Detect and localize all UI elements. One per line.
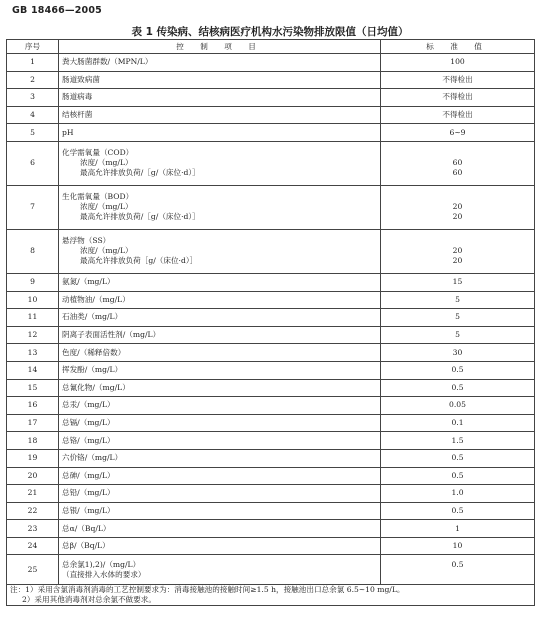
standard-value-text: 5 [455, 312, 460, 322]
row-number: 23 [7, 520, 59, 538]
control-item [59, 397, 381, 415]
row-number: 8 [7, 229, 59, 273]
standard-value-text [384, 192, 531, 202]
standard-value-text [384, 148, 531, 158]
control-item-text: 石油类/（mg/L） [62, 312, 123, 322]
table-row [7, 520, 535, 538]
note-text: 2）采用其他消毒剂对总余氯不做要求。 [22, 595, 156, 605]
standard-value-text: 0.05 [449, 400, 466, 410]
row-number: 24 [7, 537, 59, 555]
table-row [7, 537, 535, 555]
table-row [7, 344, 535, 362]
table-row [7, 502, 535, 520]
control-item-text: 总铅/（mg/L） [62, 488, 115, 498]
standard-value [381, 537, 535, 555]
standard-value [381, 54, 535, 72]
control-item-text: 最高允许排放负荷/［g/（床位·d）］ [80, 212, 200, 222]
table-row [7, 71, 535, 89]
control-item-text: 阴离子表面活性剂/（mg/L） [62, 330, 161, 340]
control-item-text: 化学需氧量（COD） [62, 148, 134, 158]
table-row [7, 361, 535, 379]
standard-value-text: 15 [452, 277, 463, 287]
table-row [7, 397, 535, 415]
table-row [7, 273, 535, 291]
control-item-text: 总砷/（mg/L） [62, 470, 115, 480]
standard-value [381, 229, 535, 273]
row-number: 13 [7, 344, 59, 362]
standard-number: GB 18466—2005 [12, 5, 102, 16]
standard-value-text: 0.5 [451, 382, 464, 392]
standard-value [381, 485, 535, 503]
standard-value [381, 309, 535, 327]
table-row [7, 229, 535, 273]
standard-value [381, 71, 535, 89]
table-header-row [7, 40, 535, 54]
table-row [7, 467, 535, 485]
column-header-no: 序号 [7, 40, 59, 54]
standard-value [381, 291, 535, 309]
control-item-text: 氨氮/（mg/L） [62, 277, 115, 287]
standard-value-text: 20 [452, 246, 463, 256]
control-item [59, 326, 381, 344]
row-number: 15 [7, 379, 59, 397]
standard-value [381, 502, 535, 520]
table-row [7, 309, 535, 327]
control-item-text: 六价铬/（mg/L） [62, 453, 123, 463]
standard-value-text: 60 [452, 168, 463, 178]
standard-value [381, 397, 535, 415]
row-number: 10 [7, 291, 59, 309]
control-item-text: 总汞/（mg/L） [62, 400, 115, 410]
control-item [59, 537, 381, 555]
column-header-item: 控 制 项 目 [59, 40, 381, 54]
standard-value [381, 361, 535, 379]
control-item-text: 总氰化物/（mg/L） [62, 382, 130, 392]
row-number: 20 [7, 467, 59, 485]
standard-value-text: 6~9 [449, 127, 466, 137]
standard-value [381, 467, 535, 485]
note-text: 注：1）采用含氯消毒剂消毒的工艺控制要求为：消毒接触池的接触时间≥1.5 h，接触池出口总余氯 6.5~10 mg/L。 [10, 585, 405, 595]
control-item [59, 414, 381, 432]
standard-value-text: 60 [452, 158, 463, 168]
row-number: 17 [7, 414, 59, 432]
standard-value-text: 不得检出 [442, 110, 473, 120]
table-row [7, 326, 535, 344]
row-number: 6 [7, 141, 59, 185]
control-item-text: 总铬/（mg/L） [62, 435, 115, 445]
table-row [7, 89, 535, 107]
standard-value-text: 不得检出 [442, 74, 473, 84]
table-title: 表 1 传染病、结核病医疗机构水污染物排放限值（日均值） [131, 26, 409, 38]
standard-value-text: 5 [455, 294, 460, 304]
control-item-text: 挥发酚/（mg/L） [62, 365, 123, 375]
control-item-text: pH [62, 127, 74, 137]
standard-value-text: 30 [452, 347, 463, 357]
control-item [59, 502, 381, 520]
standard-value [381, 379, 535, 397]
row-number: 1 [7, 54, 59, 72]
table-row [7, 185, 535, 229]
control-item-text: 生化需氧量（BOD） [62, 192, 134, 202]
standard-value [381, 185, 535, 229]
standard-value [381, 414, 535, 432]
standard-value [381, 273, 535, 291]
table-row [7, 555, 535, 585]
table-row [7, 485, 535, 503]
row-number: 5 [7, 124, 59, 142]
control-item [59, 449, 381, 467]
table-row [7, 291, 535, 309]
control-item [59, 361, 381, 379]
standard-value-text: 不得检出 [442, 92, 473, 102]
standard-value [381, 344, 535, 362]
standard-value [381, 89, 535, 107]
standard-value [381, 326, 535, 344]
control-item [59, 291, 381, 309]
standard-value-text: 0.5 [451, 505, 464, 515]
row-number: 14 [7, 361, 59, 379]
table-row [7, 106, 535, 124]
standard-value [381, 449, 535, 467]
row-number: 21 [7, 485, 59, 503]
control-item [59, 379, 381, 397]
control-item-text: 最高允许排放负荷［g/（床位·d）］ [80, 256, 198, 266]
control-item-text: 肠道病毒 [62, 92, 93, 102]
row-number: 12 [7, 326, 59, 344]
standard-value-text: 5 [455, 330, 460, 340]
control-item [59, 432, 381, 450]
control-item [59, 89, 381, 107]
control-item [59, 485, 381, 503]
control-item-text: 色度/（稀释倍数） [62, 347, 126, 357]
standard-value-text: 1.0 [451, 488, 464, 498]
control-item-text: 悬浮物（SS） [62, 236, 111, 246]
control-item [59, 71, 381, 89]
row-number: 16 [7, 397, 59, 415]
standard-value [381, 432, 535, 450]
control-item-text: 结核杆菌 [62, 110, 93, 120]
row-number: 4 [7, 106, 59, 124]
standard-value [381, 555, 535, 585]
standard-value-text [384, 570, 531, 580]
row-number: 22 [7, 502, 59, 520]
row-number: 25 [7, 555, 59, 585]
row-number: 11 [7, 309, 59, 327]
row-number: 7 [7, 185, 59, 229]
table-row [7, 141, 535, 185]
control-item [59, 106, 381, 124]
control-item-text: 总银/（mg/L） [62, 505, 115, 515]
table-row [7, 379, 535, 397]
table-notes [7, 585, 535, 606]
standard-value-text: 100 [450, 57, 465, 67]
standard-value-text: 20 [452, 212, 463, 222]
row-number: 2 [7, 71, 59, 89]
control-item [59, 229, 381, 273]
control-item [59, 141, 381, 185]
table-row [7, 124, 535, 142]
control-item [59, 185, 381, 229]
control-item-text: 粪大肠菌群数/（MPN/L） [62, 57, 153, 67]
standard-value [381, 106, 535, 124]
control-item [59, 309, 381, 327]
control-item-text: 浓度/（mg/L） [80, 202, 133, 212]
row-number: 9 [7, 273, 59, 291]
standard-value-text [384, 236, 531, 246]
standard-value-text: 20 [452, 202, 463, 212]
control-item [59, 467, 381, 485]
table-row [7, 449, 535, 467]
control-item-text: 总α/（Bq/L） [62, 523, 111, 533]
control-item [59, 344, 381, 362]
control-item [59, 54, 381, 72]
control-item-text: 浓度/（mg/L） [80, 246, 133, 256]
control-item-text: 肠道致病菌 [62, 74, 100, 84]
notes-row [7, 585, 535, 606]
standard-value [381, 520, 535, 538]
standard-value-text: 0.5 [451, 470, 464, 480]
control-item [59, 520, 381, 538]
control-item-text: 总余氯1),2)/（mg/L） [62, 559, 141, 569]
control-item-text: 最高允许排放负荷/［g/（床位·d）］ [80, 168, 200, 178]
standard-value-text: 1 [455, 523, 460, 533]
standard-value-text: 0.5 [451, 453, 464, 463]
control-item-text: （直接排入水体的要求） [62, 569, 146, 579]
control-item [59, 555, 381, 585]
control-item-text: 总镉/（mg/L） [62, 418, 115, 428]
standard-value-text: 0.5 [451, 365, 464, 375]
emission-limits-table [6, 39, 535, 606]
row-number: 19 [7, 449, 59, 467]
standard-value [381, 141, 535, 185]
row-number: 3 [7, 89, 59, 107]
control-item [59, 124, 381, 142]
control-item-text: 总β/（Bq/L） [62, 541, 110, 551]
control-item [59, 273, 381, 291]
table-row [7, 54, 535, 72]
control-item-text: 浓度/（mg/L） [80, 158, 133, 168]
standard-value-text: 0.5 [451, 559, 464, 569]
column-header-value: 标 准 值 [381, 40, 535, 54]
control-item-text: 动植物油/（mg/L） [62, 294, 130, 304]
standard-value-text: 20 [452, 256, 463, 266]
standard-value-text: 10 [452, 541, 463, 551]
standard-value [381, 124, 535, 142]
row-number: 18 [7, 432, 59, 450]
standard-value-text: 1.5 [451, 435, 464, 445]
table-row [7, 414, 535, 432]
standard-value-text: 0.1 [451, 418, 464, 428]
table-row [7, 432, 535, 450]
